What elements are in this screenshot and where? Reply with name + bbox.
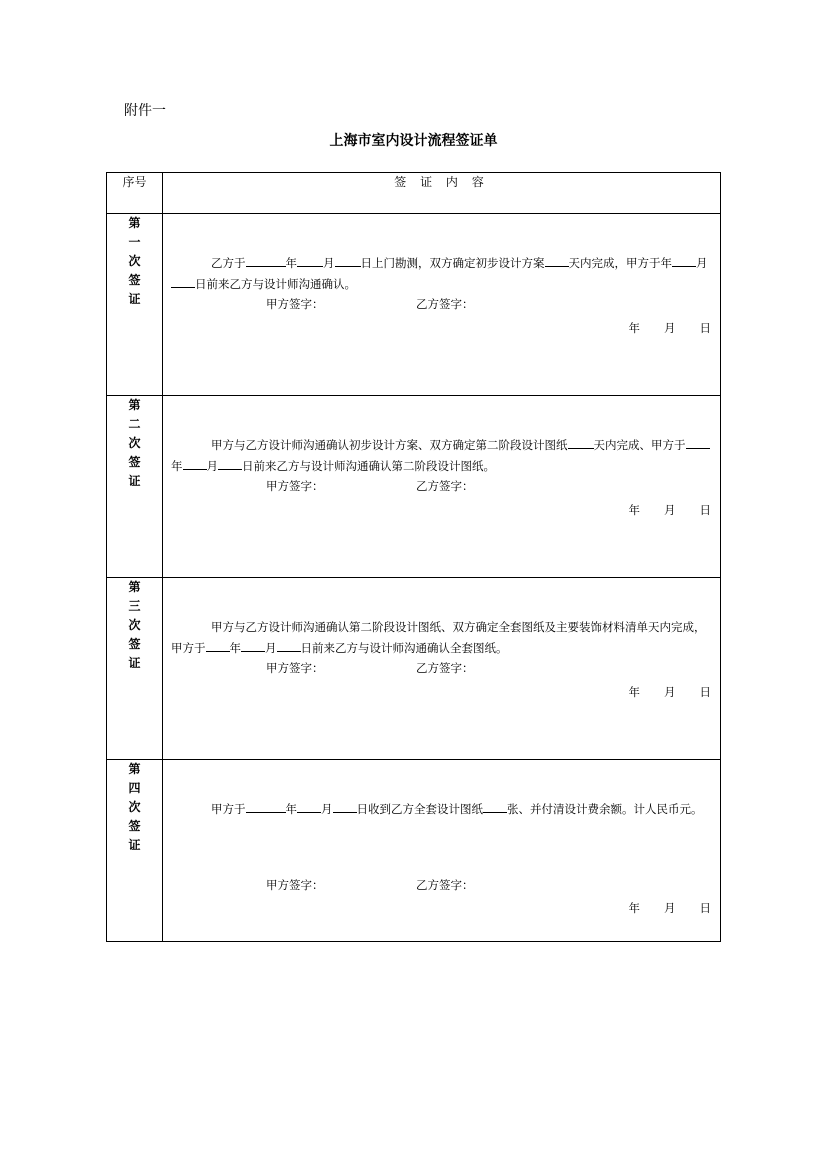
row-label-first-visa: 第一次签证 xyxy=(128,216,141,306)
visa-paragraph: 甲方与乙方设计师沟通确认初步设计方案、双方确定第二阶段设计图纸 天内完成、甲方于年 月 日前来乙方与设计师沟通确认第二阶段设计图纸。 xyxy=(171,435,714,477)
visa-content-cell xyxy=(163,396,720,577)
blank-line[interactable] xyxy=(218,458,242,470)
signature-date: 年 月 日 xyxy=(628,901,711,915)
visa-content-cell xyxy=(163,214,720,395)
blank-line[interactable] xyxy=(335,255,361,267)
blank-line[interactable] xyxy=(333,801,357,813)
row-label-second-visa: 第二次签证 xyxy=(128,398,141,488)
visa-form-table xyxy=(106,172,721,942)
visa-paragraph: 乙方于 年 月 日上门勘测，双方确定初步设计方案 天内完成，甲方于年 月日前来乙方与设计师沟通确认。 xyxy=(171,253,714,295)
attachment-label: 附件一 xyxy=(124,103,166,119)
party-b-signature[interactable]: 乙方签字： xyxy=(416,297,474,311)
visa-content-cell xyxy=(163,578,720,759)
blank-line[interactable] xyxy=(183,458,207,470)
party-a-signature[interactable]: 甲方签字： xyxy=(266,479,324,493)
party-b-signature[interactable]: 乙方签字： xyxy=(416,479,474,493)
party-a-signature[interactable]: 甲方签字： xyxy=(266,297,324,311)
blank-line[interactable] xyxy=(241,640,265,652)
visa-content-cell xyxy=(163,760,720,941)
blank-line[interactable] xyxy=(672,255,696,267)
row-label-third-visa: 第三次签证 xyxy=(128,580,141,670)
party-a-signature[interactable]: 甲方签字： xyxy=(266,661,324,675)
blank-line[interactable] xyxy=(171,276,195,288)
blank-line[interactable] xyxy=(686,437,710,449)
blank-line[interactable] xyxy=(568,437,594,449)
blank-line[interactable] xyxy=(246,801,286,813)
blank-line[interactable] xyxy=(206,640,230,652)
blank-line[interactable] xyxy=(483,801,507,813)
party-b-signature[interactable]: 乙方签字： xyxy=(416,878,474,892)
table-row xyxy=(107,214,721,396)
visa-paragraph: 甲方与乙方设计师沟通确认第二阶段设计图纸、双方确定全套图纸及主要装饰材料清单天内完成，甲方于 年 月 日前来乙方与设计师沟通确认全套图纸。 xyxy=(171,620,706,655)
header-visa-content: 签 证 内 容 xyxy=(163,173,721,214)
table-row xyxy=(107,396,721,578)
table-row xyxy=(107,578,721,760)
party-a-signature[interactable]: 甲方签字： xyxy=(266,878,324,892)
blank-line[interactable] xyxy=(297,801,321,813)
form-title: 上海市室内设计流程签证单 xyxy=(329,133,498,149)
visa-paragraph: 甲方于 年 月 日收到乙方全套设计图纸 张、并付清设计费余额。计人民币元。 xyxy=(211,802,703,816)
table-header-row xyxy=(107,173,721,214)
signature-date: 年 月 日 xyxy=(628,321,711,335)
party-b-signature[interactable]: 乙方签字： xyxy=(416,661,474,675)
row-label-fourth-visa: 第四次签证 xyxy=(128,762,141,852)
header-serial-number: 序号 xyxy=(107,173,163,214)
blank-line[interactable] xyxy=(277,640,301,652)
signature-date: 年 月 日 xyxy=(628,503,711,517)
signature-date: 年 月 日 xyxy=(628,685,711,699)
blank-line[interactable] xyxy=(246,255,286,267)
blank-line[interactable] xyxy=(545,255,569,267)
table-row xyxy=(107,760,721,942)
blank-line[interactable] xyxy=(297,255,323,267)
